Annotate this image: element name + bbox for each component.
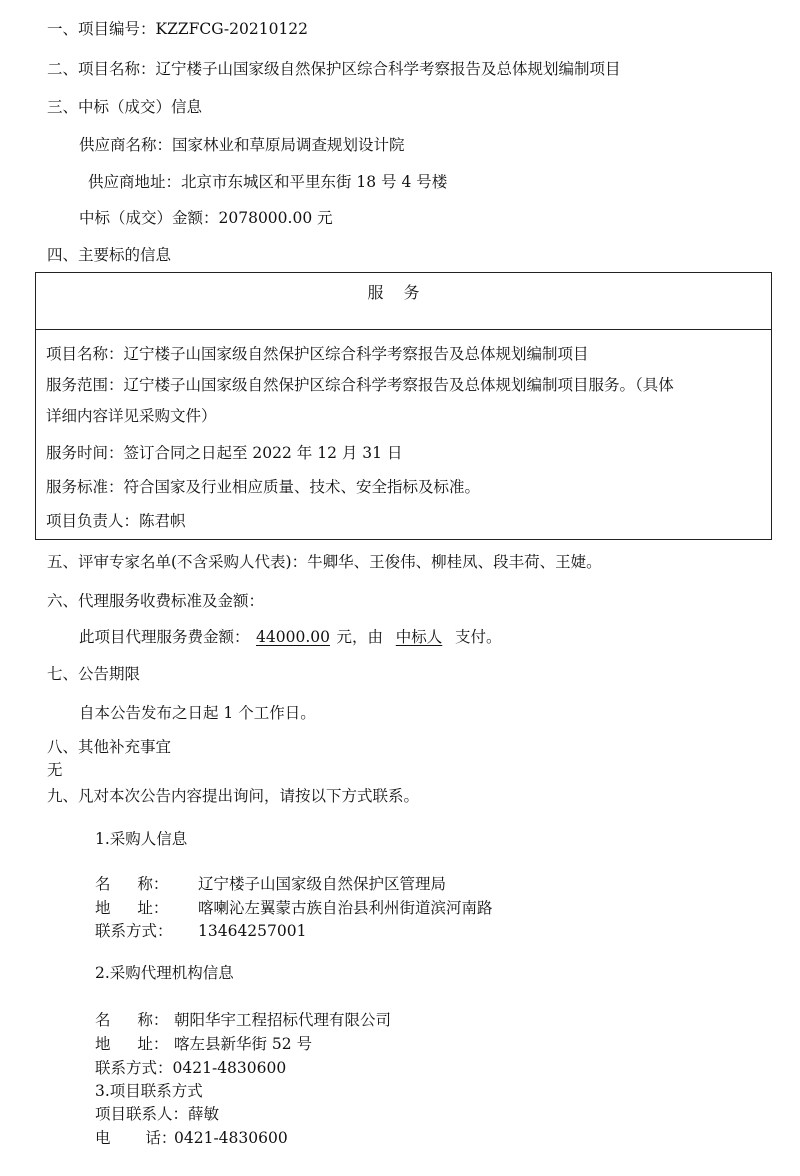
purchaser-phone-row <box>95 921 306 941</box>
purchaser-info-title: 1.采购人信息 <box>95 830 188 848</box>
agency-info-title: 2.采购代理机构信息 <box>95 964 234 982</box>
fee-prefix: 此项目代理服务费金额： <box>79 628 250 646</box>
service-time: 服务时间：签订合同之日起至 2022 年 12 月 31 日 <box>46 444 403 462</box>
fee-amount: 44000.00 <box>256 628 330 646</box>
agency-name-label: 名 称： <box>95 1011 169 1029</box>
supplier-name: 供应商名称：国家林业和草原局调查规划设计院 <box>79 136 405 154</box>
section-4-heading: 四、主要标的信息 <box>47 246 172 264</box>
award-amount: 中标（成交）金额：2078000.00 元 <box>79 209 333 227</box>
supplier-address: 供应商地址：北京市东城区和平里东街 18 号 4 号楼 <box>88 173 448 191</box>
agency-fee-line <box>79 627 502 647</box>
service-standard: 服务标准：符合国家及行业相应质量、技术、安全指标及标准。 <box>46 478 481 496</box>
section-3-heading: 三、中标（成交）信息 <box>47 98 203 116</box>
project-contact-phone-label: 电 话： <box>95 1129 177 1147</box>
agency-address-label: 地 址： <box>95 1035 169 1053</box>
purchaser-name-row <box>95 874 446 894</box>
purchaser-phone-label: 联系方式： <box>95 922 173 940</box>
service-project-name: 项目名称：辽宁楼子山国家级自然保护区综合科学考察报告及总体规划编制项目 <box>46 345 589 363</box>
section-6-heading: 六、代理服务收费标准及金额： <box>47 592 265 610</box>
purchaser-address-row <box>95 898 493 918</box>
section-8-text: 无 <box>47 761 63 779</box>
project-contact-person: 薛敏 <box>188 1105 220 1123</box>
notice-period-text: 自本公告发布之日起 1 个工作日。 <box>79 704 316 722</box>
project-contact-title: 3.项目联系方式 <box>95 1082 203 1100</box>
purchaser-address-label: 地 址： <box>95 899 169 917</box>
agency-phone-row <box>95 1058 286 1078</box>
agency-phone-label: 联系方式： <box>95 1059 173 1077</box>
project-leader: 项目负责人：陈君帜 <box>46 512 186 530</box>
agency-name: 朝阳华宇工程招标代理有限公司 <box>174 1011 392 1029</box>
agency-address: 喀左县新华街 52 号 <box>174 1035 313 1053</box>
section-7-heading: 七、公告期限 <box>47 665 141 683</box>
agency-phone: 0421-4830600 <box>172 1059 287 1077</box>
project-contact-person-row <box>95 1104 219 1124</box>
service-scope-line-1: 服务范围：辽宁楼子山国家级自然保护区综合科学考察报告及总体规划编制项目服务。（具体 <box>46 376 674 394</box>
purchaser-name: 辽宁楼子山国家级自然保护区管理局 <box>198 875 447 893</box>
section-5-experts: 五、评审专家名单(不含采购人代表)：牛卿华、王俊伟、柳桂凤、段丰荷、王婕。 <box>47 553 602 571</box>
section-1-project-number: 一、项目编号：KZZFCG-20210122 <box>47 20 309 38</box>
project-contact-phone-row <box>95 1128 288 1148</box>
purchaser-phone: 13464257001 <box>198 922 307 940</box>
section-8-heading: 八、其他补充事宜 <box>47 738 172 756</box>
fee-suffix: 支付。 <box>455 628 502 646</box>
fee-mid: 元，由 <box>336 628 384 646</box>
section-2-project-name: 二、项目名称：辽宁楼子山国家级自然保护区综合科学考察报告及总体规划编制项目 <box>47 60 621 78</box>
project-contact-person-label: 项目联系人： <box>95 1105 189 1123</box>
project-contact-phone: 0421-4830600 <box>174 1129 288 1147</box>
agency-name-row <box>95 1010 391 1030</box>
purchaser-address: 喀喇沁左翼蒙古族自治县利州街道滨河南路 <box>198 899 493 917</box>
fee-payer: 中标人 <box>395 628 443 646</box>
service-table <box>35 272 772 540</box>
agency-address-row <box>95 1034 312 1054</box>
service-scope-line-2: 详细内容详见采购文件） <box>46 407 217 425</box>
section-9-heading: 九、凡对本次公告内容提出询问，请按以下方式联系。 <box>47 787 420 805</box>
service-table-header: 服务 <box>36 273 771 330</box>
purchaser-name-label: 名 称： <box>95 875 169 893</box>
